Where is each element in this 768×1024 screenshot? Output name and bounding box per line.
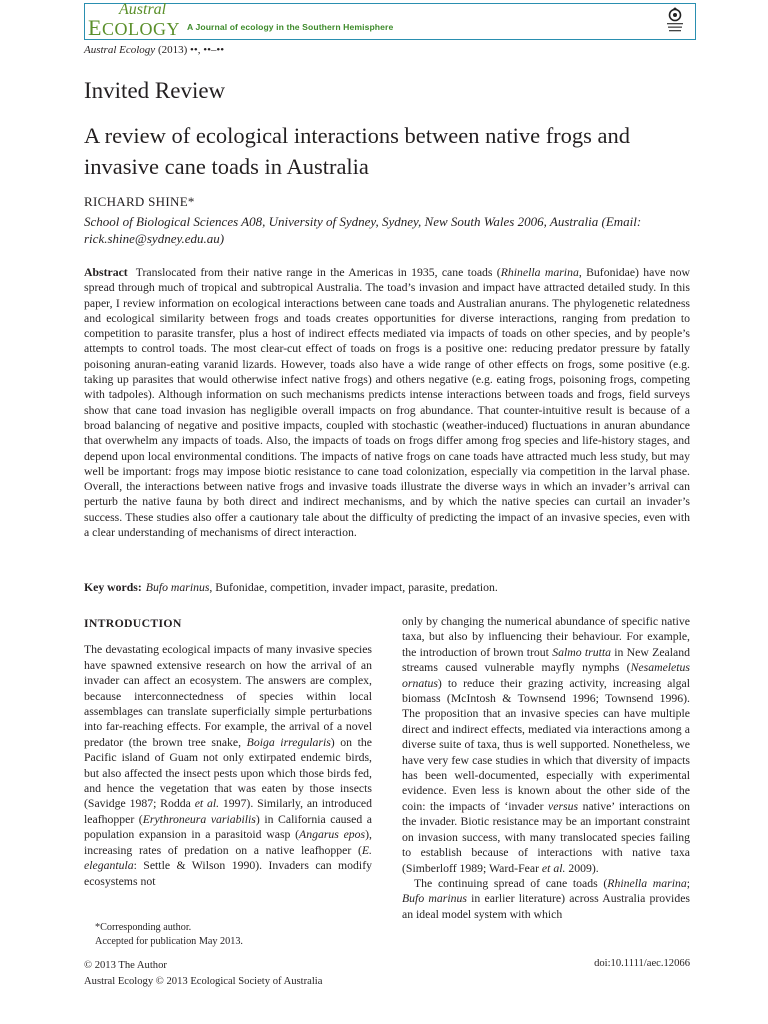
copyright-author: © 2013 The Author [84, 960, 167, 971]
body-column-right [402, 614, 690, 922]
keywords-label: Key words: [84, 581, 142, 594]
citation-etal: et al. [194, 797, 220, 811]
body-text: : Settle & Wilson 1990). Invaders can modify ecosystems not [84, 859, 372, 888]
doi[interactable]: doi:10.1111/aec.12066 [594, 958, 690, 969]
keywords-list: , Bufonidae, competition, invader impact, parasite, predation. [209, 581, 498, 594]
species-name: Boiga irregularis [246, 735, 331, 749]
abstract [84, 265, 690, 540]
species-name: Rhinella marina [500, 266, 579, 279]
journal-logo-ecology [88, 15, 180, 41]
abstract-label: Abstract [84, 266, 128, 279]
species-name: Nesameletus ornatus [402, 661, 690, 690]
abstract-text: , Bufonidae) have now spread through much of tropical and subtropical Australia. The toad’s invasion and impact have attracted detailed study. In this paper, I review information on ecological interactions between cane toads and Australian anurans. The phylogenetic relatedness and ecological similarity between frogs and toads creates opportunities for diverse interactions, ranging from predation to competition to parasite transfer, plus a host of indirect effects mediated via impacts of toads on other species, and by people’s attempts to control toads. The most clear-cut effect of toads on frogs is a positive one: reducing predator pressure by fatally poisoning anuran-eating varanid lizards. However, toads also have a wide range of other effects on frogs, some positive (e.g. taking up parasites that would otherwise infect native frogs) and others negative (e.g. eating frogs, poisoning frogs, competing with tadpoles). Although information on such mechanisms predicts intense interactions between toads and frogs, field surveys show that cane toad invasion has negligible overall impacts on frog abundance. That counter-intuitive result is because of a broad balancing of negative and positive impacts, coupled with stochastic (weather-induced) fluctuations in anuran abundance that overwhelm any impacts of toads. Also, the impacts of toads on frogs differ among frog species and life-history stages, and depend upon local environmental conditions. The impacts of native frogs on cane toads have attracted much less study, but may well be important: frogs may impose biotic resistance to cane toad colonization, especially via competition in the larval phase. Overall, the interactions between native frogs and invasive toads illustrate the diverse ways in which an invader’s arrival can perturb the native fauna by both direct and indirect mechanisms, and by which the native species can curtail an invader’s success. These studies also offer a cautionary tale about the difficulty of predicting the impact of an invasive species, even with a clear understanding of mechanisms of direct interaction. [84, 266, 691, 540]
article-title: A review of ecological interactions between native frogs and invasive cane toads in Australia [84, 123, 631, 179]
species-name: E. elegantula [84, 843, 372, 873]
body-text: native’ interactions on the invader. Biotic resistance may be an important constraint on invasion success, with many translocated species failing to establish because of interactions with native taxa (Simberloff 1989; Ward-Fear [402, 799, 690, 875]
journal-logo-ecology-rest: COLOGY [101, 19, 180, 39]
copyright-society: Austral Ecology © 2013 Ecological Society of Australia [84, 975, 323, 987]
footnote [84, 921, 374, 949]
journal-logo-austral: Austral [119, 1, 167, 18]
keyword-species: Bufo marinus [145, 581, 210, 594]
author-name: RICHARD SHINE* [84, 194, 195, 209]
body-text: 2009). [565, 861, 599, 875]
body-text: ; [686, 876, 690, 890]
body-text: ) in California caused a population expansion in a parasitoid wasp ( [84, 812, 372, 842]
section-heading: INTRODUCTION [84, 617, 182, 630]
body-text: The devastating ecological impacts of many invasive species have spawned extensive research on how the arrival of an invader can affect an ecosystem. The answers are complex, because interconnectedness of species within local assemblages can translate superficially simple perturbations into far-reaching effects. For example, the arrival of a novel predator (the brown tree snake, [84, 643, 372, 749]
emphasis: versus [548, 799, 579, 813]
species-name: Bufo marinus [402, 892, 467, 906]
running-head-journal: Austral Ecology [84, 44, 156, 56]
body-paragraph [402, 876, 690, 922]
body-paragraph [402, 614, 690, 876]
abstract-text: Translocated from their native range in the Americas in 1935, cane toads ( [135, 266, 501, 279]
species-name: Salmo trutta [552, 645, 611, 659]
body-text: only by changing the numerical abundance of specific native taxa, but also by influencing their behaviour. For example, the introduction of brown trout [402, 615, 690, 659]
keywords [84, 581, 690, 594]
corresponding-author-note: *Corresponding author. [95, 922, 192, 933]
species-name: Angarus epos [299, 828, 366, 842]
body-text: ) on the Pacific island of Guam not only extirpated endemic birds, but also affected the insect pests upon which those birds fed, and hence the vegetation that was eaten by those insects (Savidge 1987; Rodda [84, 735, 372, 811]
copyright-footer [84, 958, 322, 989]
running-head-volume: (2013) ••, ••–•• [155, 44, 225, 56]
esa-logo-icon [663, 7, 687, 37]
journal-logo-ecology-initial: E [88, 15, 102, 40]
running-head [84, 44, 224, 56]
citation-etal: et al. [541, 861, 566, 875]
body-text: ) to reduce their grazing activity, increasing algal biomass (McIntosh & Townsend 1996; Townsend 1996). The proposition that an invasive species can have multiple direct and indirect effects, mediated via interactions among a diverse suite of taxa, thus is well supported. Nonetheless, we have very few case studies in which that diversity of impacts has been well-documented, especially with experimental evidence. Even less is known about the other side of the coin: the impacts of ‘invader [402, 676, 690, 813]
species-name: Rhinella marina [607, 876, 687, 890]
accepted-date-note: Accepted for publication May 2013. [95, 936, 243, 947]
body-text: 1997). Similarly, an introduced leafhopper ( [84, 797, 372, 826]
author-affiliation: School of Biological Sciences A08, University of Sydney, Sydney, New South Wales 2006, Australia (Email: rick.shine@sydney.edu.au) [84, 214, 642, 246]
article-type: Invited Review [84, 78, 226, 103]
body-text: ), increasing rates of predation on a native leafhopper ( [84, 828, 372, 857]
body-column-left [84, 616, 372, 889]
body-paragraph [84, 642, 372, 889]
journal-masthead [84, 3, 696, 40]
body-text: The continuing spread of cane toads ( [414, 876, 608, 890]
body-text: in earlier literature) across Australia provides an ideal model system with which [402, 892, 690, 921]
journal-tagline: A Journal of ecology in the Southern Hemisphere [187, 22, 394, 32]
species-name: Erythroneura variabilis [142, 812, 256, 826]
body-text: in New Zealand streams caused vulnerable mayfly nymphs ( [402, 645, 690, 675]
